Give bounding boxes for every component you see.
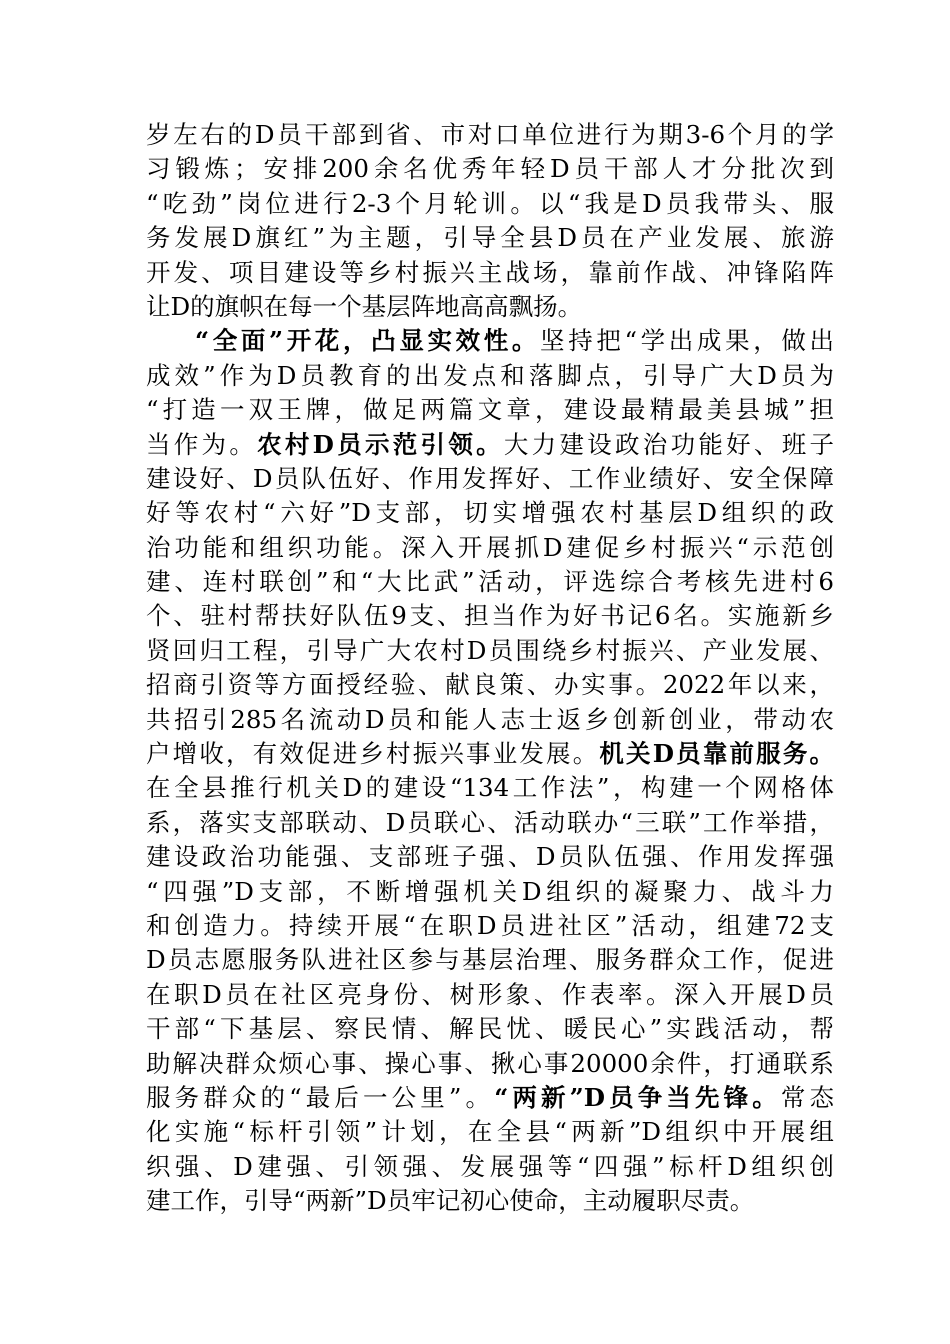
paragraph-2	[146, 324, 834, 1218]
text-span: 服务群众的“最后一公里”。	[146, 1082, 495, 1112]
text-span: 常态	[780, 1082, 834, 1112]
text-line: 招商引资等方面授经验、献良策、办实事。2022年以来，	[146, 670, 834, 700]
text-line: 化实施“标杆引领”计划，在全县“两新”D组织中开展组	[146, 1117, 834, 1147]
text-line: 建设好、D员队伍好、作用发挥好、工作业绩好、安全保障	[146, 463, 834, 493]
text-line: D员志愿服务队进社区参与基层治理、服务群众工作，促进	[146, 945, 834, 975]
text-line: “吃劲”岗位进行2-3个月轮训。以“我是D员我带头、服	[146, 188, 834, 218]
document-page	[146, 118, 834, 1219]
text-line: 建、连村联创”和“大比武”活动，评选综合考核先进村6	[146, 567, 834, 597]
text-line: 务发展D旗红”为主题，引导全县D员在产业发展、旅游	[146, 223, 834, 253]
text-line: 织强、D建强、引领强、发展强等“四强”标杆D组织创	[146, 1151, 834, 1181]
subsection-heading: 农村D员示范引领。	[257, 429, 504, 459]
text-span: 户增收，有效促进乡村振兴事业发展。	[146, 739, 600, 769]
text-line: 干部“下基层、察民情、解民忧、暖民心”实践活动，帮	[146, 1014, 834, 1044]
paragraph-1	[146, 118, 834, 324]
section-heading: “全面”开花，凸显实效性。	[195, 326, 541, 356]
text-line: 建设政治功能强、支部班子强、D员队伍强、作用发挥强	[146, 842, 834, 872]
text-line: 个、驻村帮扶好队伍9支、担当作为好书记6名。实施新乡	[146, 601, 834, 631]
text-line: 共招引285名流动D员和能人志士返乡创新创业，带动农	[146, 704, 834, 734]
text-line: 在全县推行机关D的建设“134工作法”，构建一个网格体	[146, 773, 834, 803]
text-line: 系，落实支部联动、D员联心、活动联办“三联”工作举措，	[146, 807, 834, 837]
text-line	[146, 1081, 834, 1115]
text-line	[146, 737, 834, 771]
text-line: 治功能和组织功能。深入开展抓D建促乡村振兴“示范创	[146, 532, 834, 562]
subsection-heading: “两新”D员争当先锋。	[494, 1082, 781, 1112]
text-line: 习锻炼；安排200余名优秀年轻D员干部人才分批次到	[146, 154, 834, 184]
text-line: “打造一双王牌，做足两篇文章，建设最精最美县城”担	[146, 395, 834, 425]
text-line: 让D的旗帜在每一个基层阵地高高飘扬。	[146, 291, 583, 321]
text-line: 贤回归工程，引导广大农村D员围绕乡村振兴、产业发展、	[146, 635, 834, 665]
text-line: 好等农村“六好”D支部，切实增强农村基层D组织的政	[146, 498, 834, 528]
text-line: 开发、项目建设等乡村振兴主战场，靠前作战、冲锋陷阵	[146, 257, 834, 287]
text-line: 在职D员在社区亮身份、树形象、作表率。深入开展D员	[146, 979, 834, 1009]
text-line	[146, 428, 834, 462]
text-line: 岁左右的D员干部到省、市对口单位进行为期3-6个月的学	[146, 120, 834, 149]
text-line: 助解决群众烦心事、操心事、揪心事20000余件，打通联系	[146, 1048, 834, 1078]
text-line	[146, 324, 834, 358]
text-line: 建工作，引导“两新”D员牢记初心使命，主动履职尽责。	[146, 1186, 755, 1216]
text-span: 坚持把“学出成果，做出	[540, 326, 834, 356]
text-line: “四强”D支部，不断增强机关D组织的凝聚力、战斗力	[146, 876, 834, 906]
text-span: 当作为。	[146, 429, 258, 459]
text-line: 成效”作为D员教育的出发点和落脚点，引导广大D员为	[146, 360, 834, 390]
subsection-heading: 机关D员靠前服务。	[599, 739, 834, 769]
text-line: 和创造力。持续开展“在职D员进社区”活动，组建72支	[146, 910, 834, 940]
text-span: 大力建设政治功能好、班子	[503, 429, 834, 459]
